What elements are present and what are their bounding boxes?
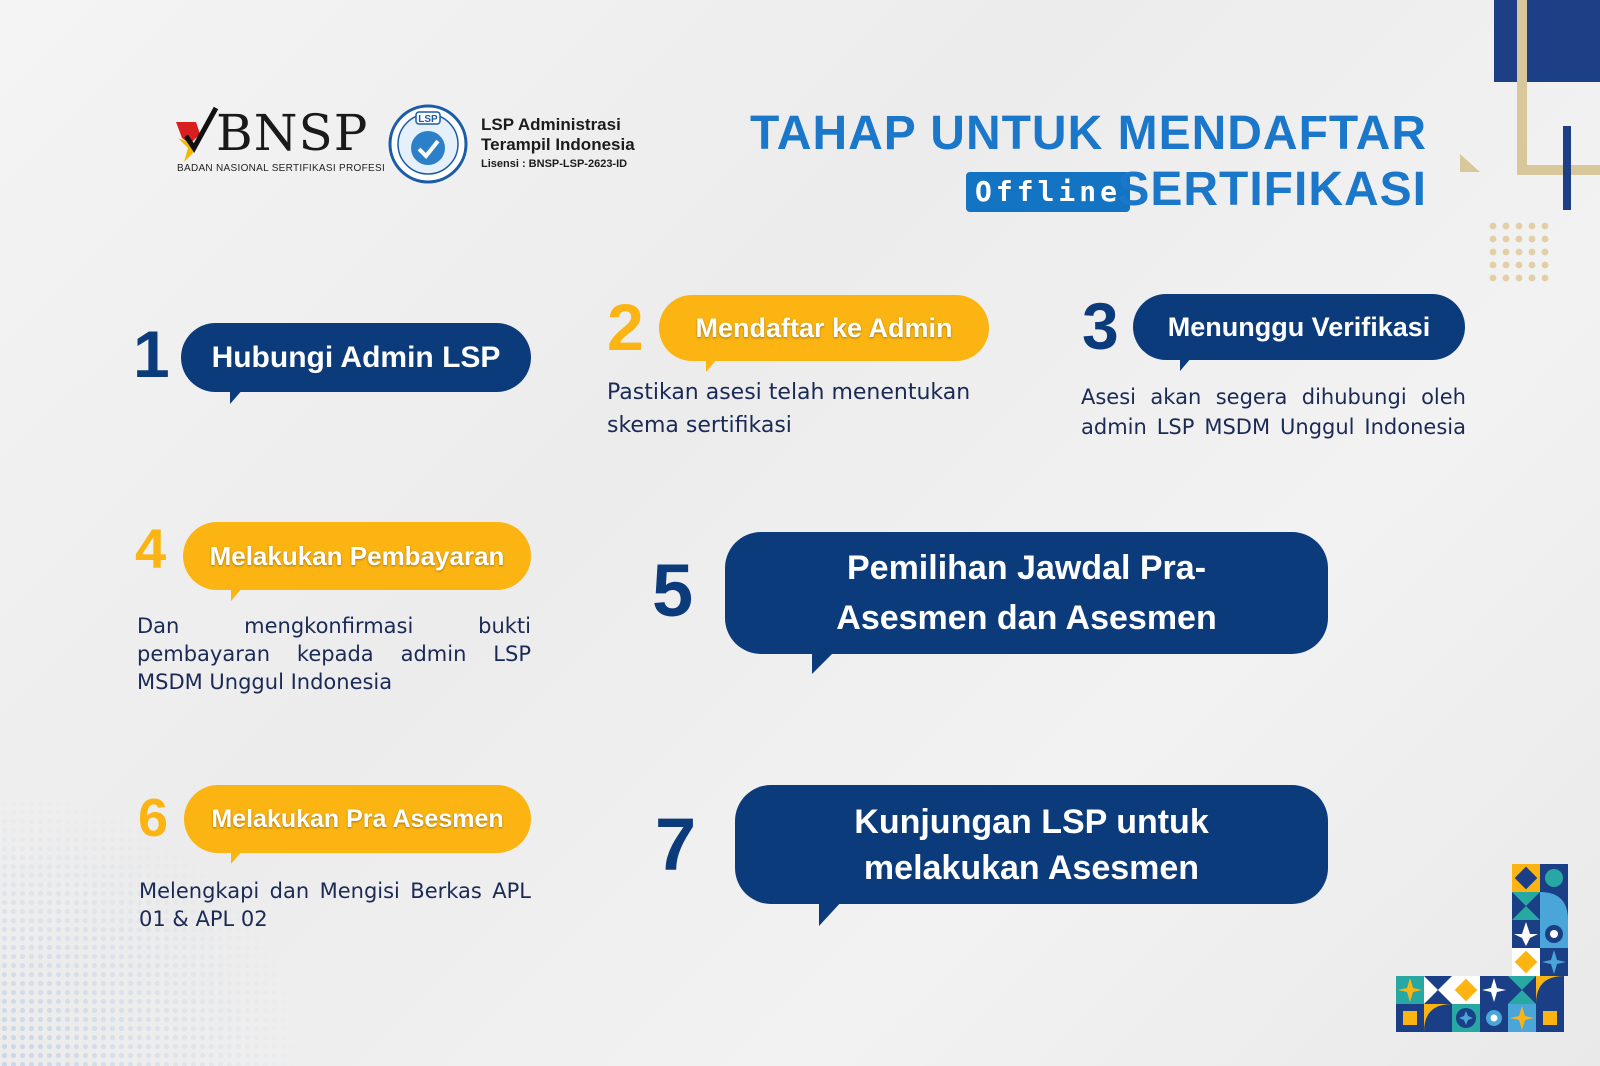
step-4-title: Melakukan Pembayaran [209,540,505,571]
step-1-number: 1 [133,317,170,391]
bnsp-wordmark: BNSP [216,104,369,162]
bnsp-logo [172,100,386,180]
step-7-bubble-tail [819,900,843,926]
step-5-number: 5 [652,549,694,632]
step-6-description: Melengkapi dan Mengisi Berkas APL 01 & APL 02 [139,879,531,931]
step-3-description: Asesi akan segera dihubungi oleh admin LSP MSDM Unggul Indonesia [1081,385,1466,439]
step-2-description: Pastikan asesi telah menentukan skema sertifikasi [607,380,971,438]
step-1-bubble-tail [230,388,244,404]
step-7-title-line1: Kunjungan LSP untuk [854,802,1209,841]
step-4-number: 4 [135,517,167,580]
step-4-bubble-tail [231,587,243,601]
lsp-name-line2: Terampil Indonesia [481,135,635,154]
step-5-title-line2: Asesmen dan Asesmen [836,599,1217,637]
step-2-title: Mendaftar ke Admin [695,312,953,343]
bnsp-emblem-icon [172,104,222,166]
corner-shape-decoration [1460,0,1600,300]
step-2-bubble-tail [706,358,718,372]
lsp-seal-icon [388,104,468,184]
step-5-title-line1: Pemilihan Jawdal Pra- [846,549,1207,587]
step-3-title: Menunggu Verifikasi [1167,311,1431,342]
step-7-number: 7 [655,803,697,886]
step-6-bubble-tail [231,850,243,864]
step-2-number: 2 [607,290,644,364]
step-6-title: Melakukan Pra Asesmen [211,804,504,833]
step-7-title-line2: melakukan Asesmen [863,848,1200,887]
step-1-title: Hubungi Admin LSP [211,340,501,374]
step-4-bubble [183,522,531,590]
step-5-bubble [725,532,1328,654]
lsp-name-line1: LSP Administrasi [481,115,621,134]
step-5-bubble-tail [812,650,836,674]
header-line1: TAHAP UNTUK MENDAFTAR [750,107,1427,160]
step-3-bubble-tail [1180,357,1192,371]
step-4-description: Dan mengkonfirmasi bukti pembayaran kepada admin LSP MSDM Unggul Indonesia [137,614,531,694]
offline-badge: Offline [966,172,1130,212]
step-6-bubble [184,785,531,853]
bnsp-subtitle: BADAN NASIONAL SERTIFIKASI PROFESI [177,163,386,174]
mosaic-pattern-decoration [1396,864,1572,1040]
step-2-bubble [659,295,989,361]
step-6-number: 6 [138,788,169,848]
step-3-number: 3 [1082,289,1119,363]
lsp-seal-text: LSP [418,114,438,125]
header-line2: SERTIFIKASI [1117,163,1427,216]
step-1-bubble [181,323,531,392]
lsp-license: Lisensi : BNSP-LSP-2623-ID [481,158,628,170]
step-3-bubble [1133,294,1465,360]
lsp-logo-text [481,115,635,173]
step-7-bubble [735,785,1328,904]
